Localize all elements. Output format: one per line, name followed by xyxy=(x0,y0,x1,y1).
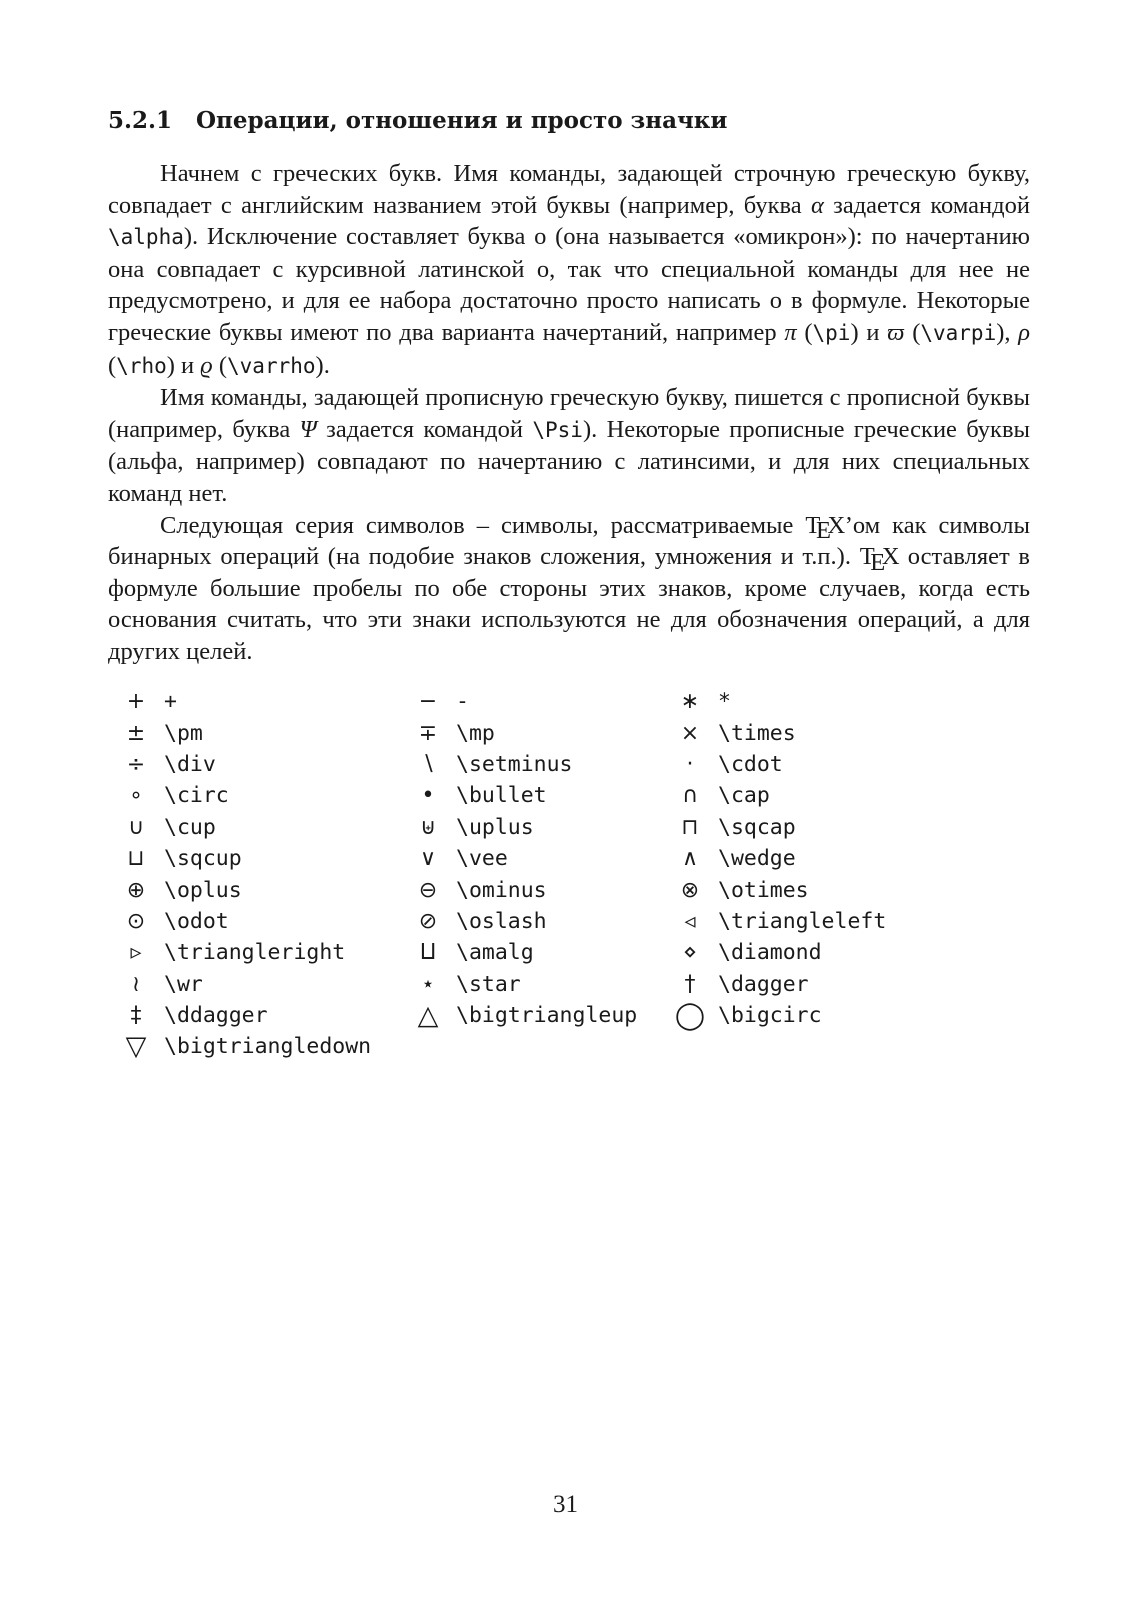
symbol-command: \div xyxy=(164,751,216,777)
inline-math: ϱ xyxy=(200,351,213,379)
symbol-command: \oplus xyxy=(164,877,242,903)
symbol-command: + xyxy=(164,689,177,715)
symbol-command: \star xyxy=(456,971,521,997)
symbol-command: \triangleright xyxy=(164,940,346,966)
symbol-glyph: ◯ xyxy=(674,1000,706,1032)
text-run: оставляет в формуле большие пробелы по обе стороны этих знаков, кроме случаев, когда есть основания считать, что эти знаки используются не для обозначения операций, а для других целей. xyxy=(108,543,1030,665)
symbol-command: \wr xyxy=(164,971,203,997)
symbol-glyph: ⊗ xyxy=(680,877,700,903)
text-run: Начнем с греческих букв. Имя команды, задающей строчную греческую букву, совпадает с английским названием этой буквы (например, буква xyxy=(108,160,1030,219)
symbol-command: \cap xyxy=(718,783,770,809)
inline-command: \varrho xyxy=(227,353,316,378)
body-paragraph xyxy=(108,510,1030,668)
tex-logo: TEX xyxy=(805,511,845,544)
text-run: ). Некоторые прописные греческие буквы (альфа, например) совпадают по начертанию с латинсими, и для них специальных команд нет. xyxy=(108,415,1030,507)
text-run: ’ом как символы бинарных операций (на подобие знаков сложения, умножения и т.п.). xyxy=(108,511,1030,571)
symbol-glyph: ∓ xyxy=(418,720,438,746)
symbol-glyph: ⨿ xyxy=(420,940,436,966)
symbol-glyph: ⊖ xyxy=(418,877,438,903)
symbol-command: \pm xyxy=(164,720,203,746)
symbol-command: \vee xyxy=(456,846,508,872)
text-run: задается командой xyxy=(316,415,533,443)
tex-logo: TEX xyxy=(859,543,900,576)
symbol-command: \odot xyxy=(164,908,229,934)
inline-command: \varpi xyxy=(920,320,997,345)
page-number: 31 xyxy=(553,1491,578,1518)
inline-command: \rho xyxy=(116,353,167,378)
symbol-glyph: ∩ xyxy=(681,783,699,809)
symbol-glyph: ▹ xyxy=(130,940,142,966)
symbol-glyph: ∘ xyxy=(129,783,143,809)
text-run: Имя команды, задающей прописную греческую букву, пишется с прописной буквы (например, буква xyxy=(108,384,1030,443)
inline-math: α xyxy=(810,191,824,219)
symbol-command: \dagger xyxy=(718,971,809,997)
symbol-command: \diamond xyxy=(718,940,822,966)
symbol-glyph: ⋆ xyxy=(421,971,435,997)
text-run: ), xyxy=(996,318,1019,346)
symbol-glyph: ⊔ xyxy=(127,846,145,872)
symbol-command: \oslash xyxy=(456,908,547,934)
symbol-glyph: ▽ xyxy=(125,1031,147,1063)
symbol-glyph: † xyxy=(684,971,696,997)
body-paragraph xyxy=(108,382,1030,509)
symbol-glyph: ⊙ xyxy=(126,908,146,934)
symbol-glyph: − xyxy=(418,689,438,715)
symbol-command: * xyxy=(718,689,731,715)
symbol-command: \sqcup xyxy=(164,846,242,872)
symbol-glyph: × xyxy=(680,720,700,746)
symbol-glyph: ∖ xyxy=(420,751,435,777)
symbol-glyph: ≀ xyxy=(131,971,141,997)
text-run: ( xyxy=(212,351,228,379)
symbol-command: \bullet xyxy=(456,783,547,809)
inline-math: Ψ xyxy=(299,415,317,443)
text-run: Следующая серия символов – символы, рассматриваемые xyxy=(160,511,806,539)
symbol-command: \wedge xyxy=(718,846,796,872)
section-title: Операции, отношения и просто значки xyxy=(196,107,728,134)
symbol-command: \ominus xyxy=(456,877,547,903)
symbol-command: \bigcirc xyxy=(718,1003,822,1029)
symbol-glyph: ∪ xyxy=(127,814,145,840)
text-run: ). xyxy=(315,351,330,379)
section-number: 5.2.1 xyxy=(108,107,173,134)
symbol-glyph: ∧ xyxy=(681,846,699,872)
text-run: ) и xyxy=(850,318,888,346)
inline-command: \alpha xyxy=(108,225,184,250)
text-run: ) и xyxy=(166,351,201,379)
inline-math: ϖ xyxy=(887,318,905,346)
inline-math: π xyxy=(784,318,797,346)
symbol-glyph: ± xyxy=(126,720,146,746)
inline-command: \Psi xyxy=(532,417,583,442)
symbol-command: \bigtriangledown xyxy=(164,1034,372,1060)
symbol-glyph: · xyxy=(686,751,694,777)
symbol-glyph: ⊕ xyxy=(126,877,146,903)
symbol-glyph: ∗ xyxy=(680,689,700,715)
inline-command: \pi xyxy=(812,320,851,345)
symbol-command: \circ xyxy=(164,783,229,809)
text-run: ). Исключение составляет буква о (она называется «омикрон»): по начертанию она совпадает с курсивной латинской o, так что специальной команды для нее не предусмотрено, и для ее набора достаточно просто написать o в формуле. Некоторые греческие буквы имеют по два варианта начертаний, например xyxy=(108,223,1030,346)
symbol-command: \triangleleft xyxy=(718,908,887,934)
symbol-glyph: △ xyxy=(417,1000,439,1032)
symbol-glyph: ‡ xyxy=(130,1003,142,1029)
symbol-command: \amalg xyxy=(456,940,534,966)
symbol-glyph: ◃ xyxy=(684,908,696,934)
symbol-glyph: ⊘ xyxy=(418,908,438,934)
symbol-glyph: ⊓ xyxy=(681,814,699,840)
text-run: задается командой xyxy=(823,191,1030,219)
body-text xyxy=(108,158,1030,668)
symbol-glyph: • xyxy=(421,783,435,809)
body-paragraph xyxy=(108,158,1030,382)
symbol-command: \cdot xyxy=(718,751,783,777)
inline-math: ρ xyxy=(1018,318,1030,346)
text-run: ( xyxy=(904,318,921,346)
symbol-command: \ddagger xyxy=(164,1003,268,1029)
binary-operations-table xyxy=(108,686,1008,1063)
section-heading xyxy=(108,106,1028,136)
symbol-command: \setminus xyxy=(456,751,573,777)
symbol-glyph: ⊎ xyxy=(419,814,437,840)
symbol-glyph: ÷ xyxy=(126,751,146,777)
symbol-glyph: ∨ xyxy=(419,846,437,872)
symbol-command: \times xyxy=(718,720,796,746)
symbol-command: - xyxy=(456,689,469,715)
symbol-command: \bigtriangleup xyxy=(456,1003,638,1029)
symbol-glyph: + xyxy=(126,689,146,715)
symbol-command: \cup xyxy=(164,814,216,840)
symbol-command: \mp xyxy=(456,720,495,746)
text-run: ( xyxy=(108,351,117,379)
text-run: ( xyxy=(796,318,813,346)
symbol-glyph: ⋄ xyxy=(683,940,697,966)
symbol-command: \uplus xyxy=(456,814,534,840)
symbol-command: \otimes xyxy=(718,877,809,903)
symbol-command: \sqcap xyxy=(718,814,796,840)
